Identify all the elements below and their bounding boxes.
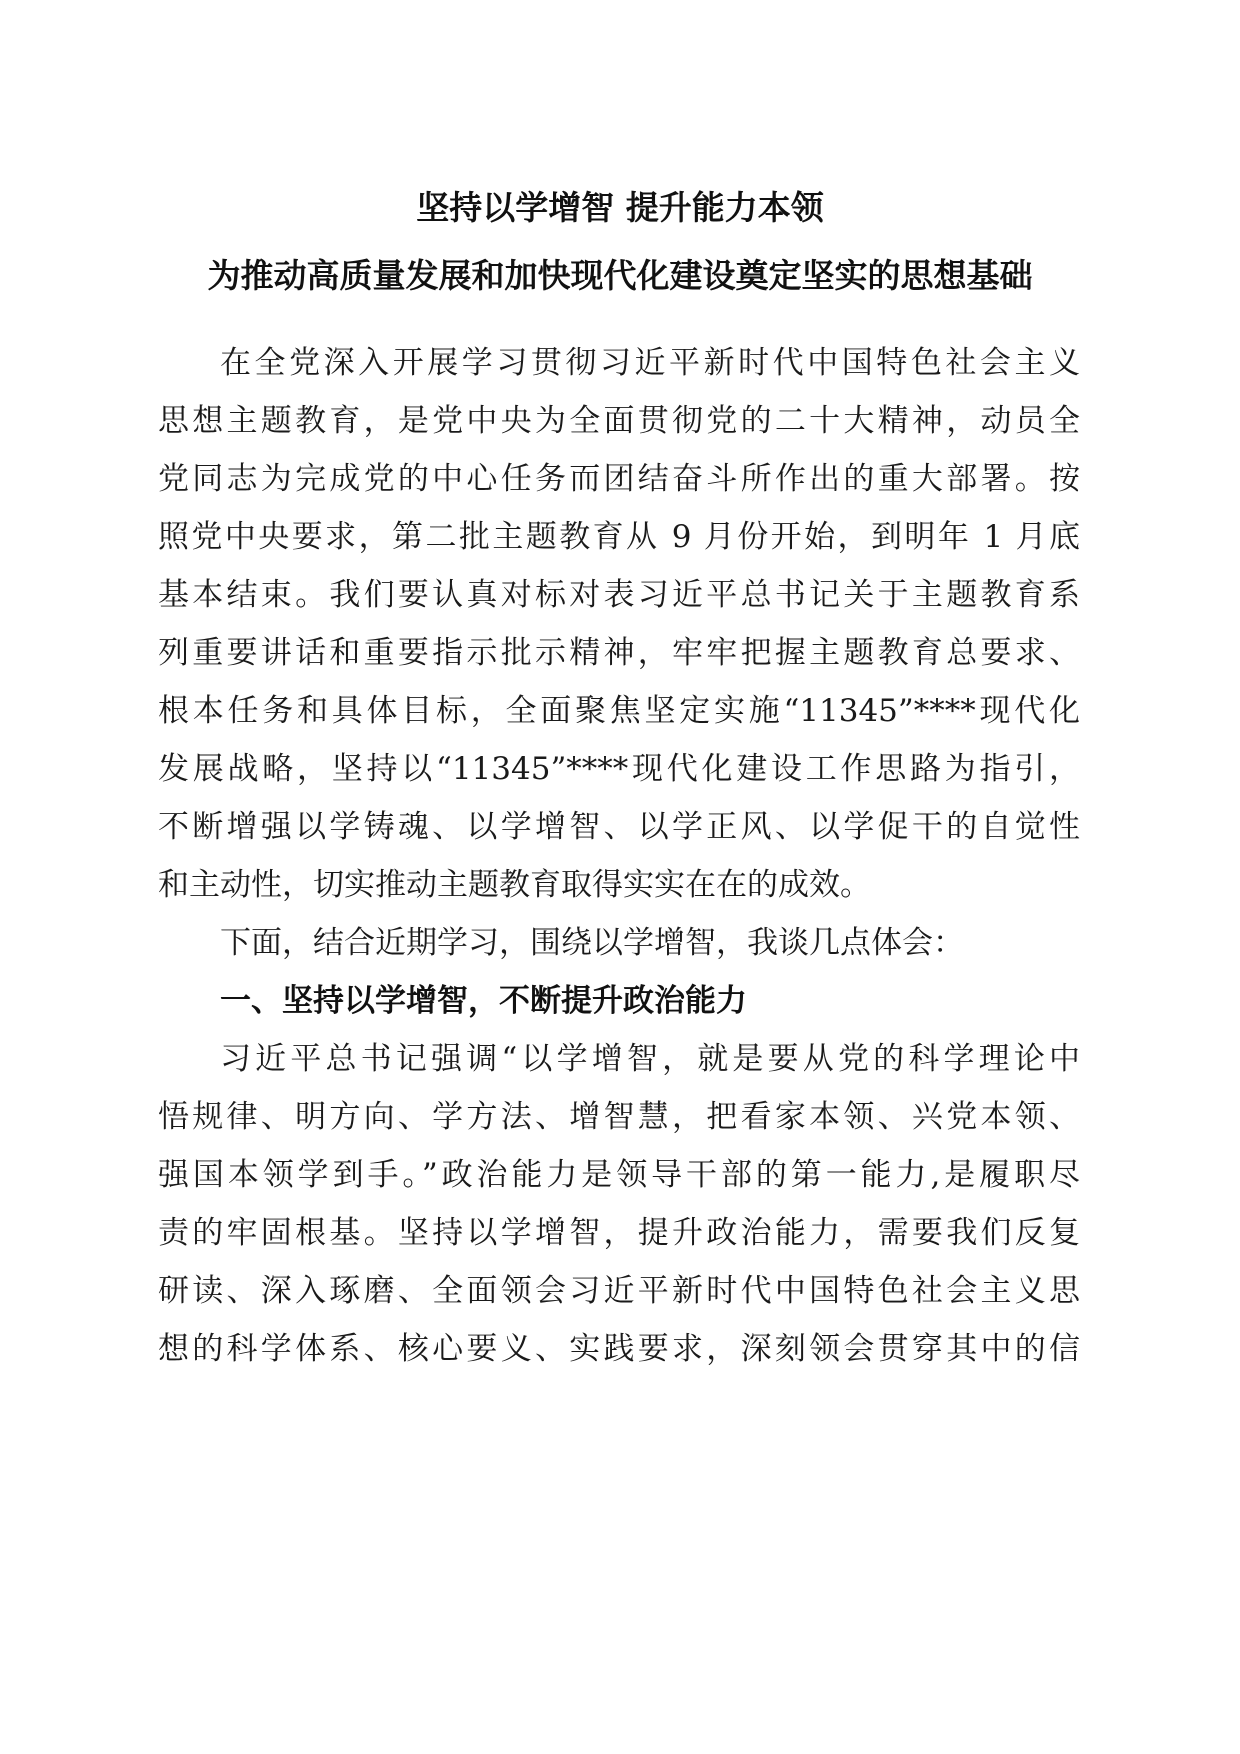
section-heading-1: 一、坚持以学增智，不断提升政治能力 xyxy=(220,983,747,1019)
paragraph-3-line: 悟规律、明方向、学方法、增智慧，把看家本领、兴党本领、 xyxy=(158,1099,1080,1135)
paragraph-1-line: 和主动性，切实推动主题教育取得实实在在的成效。 xyxy=(158,867,871,903)
document-title-line-2: 为推动高质量发展和加快现代化建设奠定坚实的思想基础 xyxy=(207,256,1033,295)
paragraph-1-line: 在全党深入开展学习贯彻习近平新时代中国特色社会主义 xyxy=(220,345,1080,381)
paragraph-1-line: 思想主题教育，是党中央为全面贯彻党的二十大精神，动员全 xyxy=(158,403,1080,439)
paragraph-3-line: 想的科学体系、核心要义、实践要求，深刻领会贯穿其中的信 xyxy=(158,1331,1080,1367)
paragraph-3-line: 责的牢固根基。坚持以学增智，提升政治能力，需要我们反复 xyxy=(158,1215,1080,1251)
paragraph-1-line: 党同志为完成党的中心任务而团结奋斗所作出的重大部署。按 xyxy=(158,461,1080,497)
document-title-line-1: 坚持以学增智 提升能力本领 xyxy=(416,188,824,227)
paragraph-3-line: 强国本领学到手。”政治能力是领导干部的第一能力,是履职尽 xyxy=(158,1157,1080,1193)
paragraph-3-line: 习近平总书记强调“以学增智，就是要从党的科学理论中 xyxy=(220,1041,1080,1077)
paragraph-1-line: 发展战略，坚持以“11345”****现代化建设工作思路为指引， xyxy=(158,751,1080,787)
paragraph-1-line: 不断增强以学铸魂、以学增智、以学正风、以学促干的自觉性 xyxy=(158,809,1080,845)
paragraph-1-line: 列重要讲话和重要指示批示精神，牢牢把握主题教育总要求、 xyxy=(158,635,1080,671)
paragraph-1-line: 照党中央要求，第二批主题教育从 9 月份开始，到明年 1 月底 xyxy=(158,519,1080,555)
paragraph-2: 下面，结合近期学习，围绕以学增智，我谈几点体会： xyxy=(220,925,964,961)
paragraph-1-line: 根本任务和具体目标，全面聚焦坚定实施“11345”****现代化 xyxy=(158,693,1080,729)
paragraph-1-line: 基本结束。我们要认真对标对表习近平总书记关于主题教育系 xyxy=(158,577,1080,613)
paragraph-3-line: 研读、深入琢磨、全面领会习近平新时代中国特色社会主义思 xyxy=(158,1273,1080,1309)
